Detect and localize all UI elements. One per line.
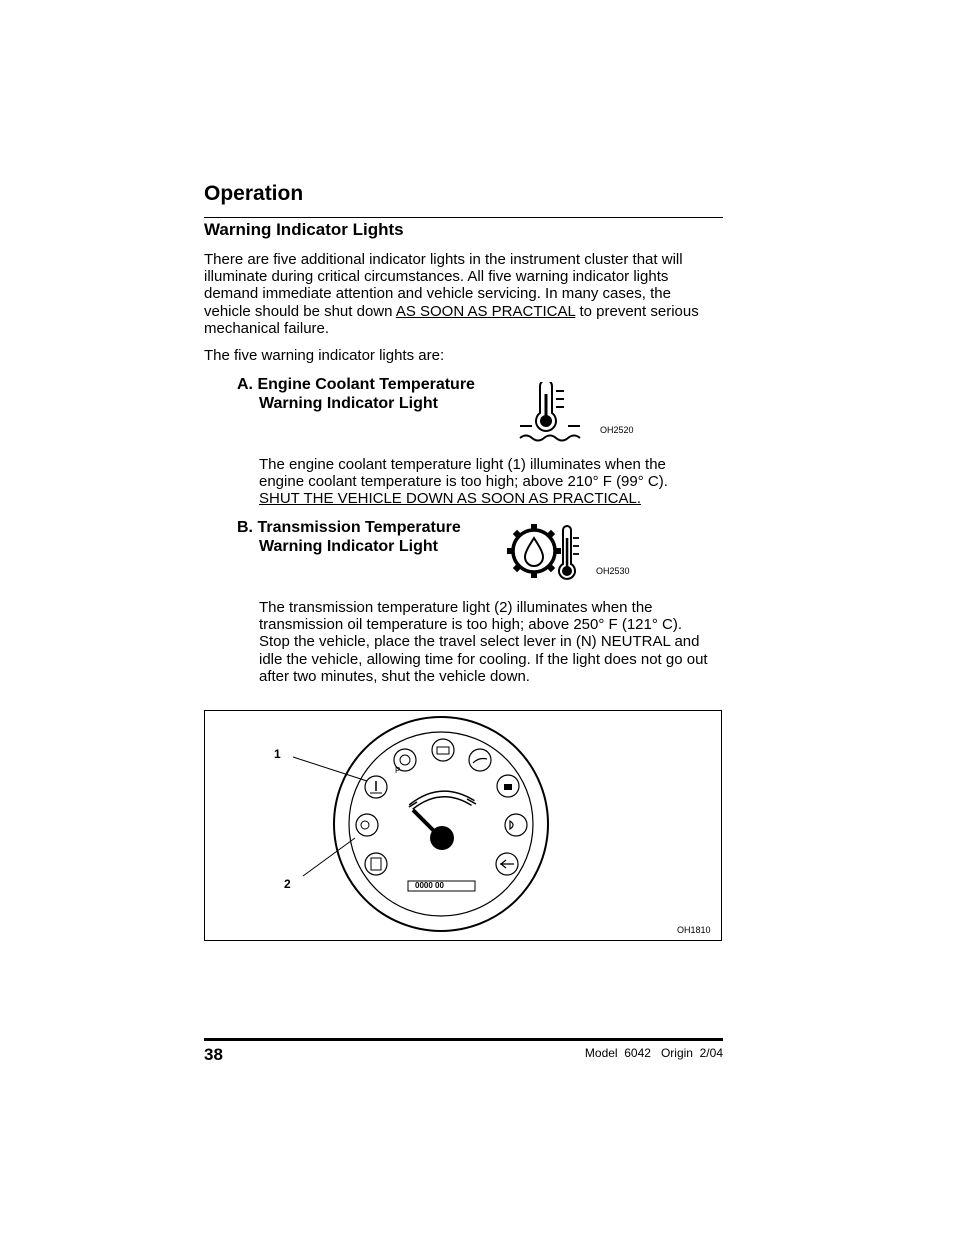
page-number: 38 <box>204 1045 223 1064</box>
page-subtitle: Warning Indicator Lights <box>204 220 404 239</box>
model-info: Model 6042 Origin 2/04 <box>584 1046 723 1060</box>
body-line: The engine coolant temperature light (1) illuminates when the <box>259 456 666 473</box>
item-b-heading-line: B. Transmission Temperature <box>237 519 461 536</box>
item-a-heading <box>237 375 475 413</box>
item-a-heading-line: Warning Indicator Light <box>259 395 438 412</box>
emphasis-text: AS SOON AS PRACTICAL <box>395 302 576 320</box>
figure-code: OH2530 <box>596 566 630 576</box>
instrument-cluster-drawing <box>205 711 720 939</box>
item-a-heading-line: A. Engine Coolant Temperature <box>237 376 475 393</box>
intro-line: illuminate during critical circumstances. All five warning indicator lights <box>204 268 669 286</box>
body-line: Stop the vehicle, place the travel select lever in (N) NEUTRAL and <box>259 633 700 651</box>
intro-text: vehicle should be shut down <box>204 302 396 320</box>
intro-line: mechanical failure. <box>204 319 330 337</box>
callout-2: 2 <box>284 877 291 891</box>
body-line: transmission oil temperature is too high; above 250° F (121° C). <box>259 616 683 634</box>
figure-code: OH1810 <box>677 925 711 935</box>
intro-line: demand immediate attention and vehicle servicing. In many cases, the <box>204 285 671 303</box>
intro-text: to prevent serious <box>575 302 699 320</box>
intro-paragraph <box>204 251 699 337</box>
body-line: The transmission temperature light (2) illuminates when the <box>259 599 653 616</box>
intro-line: There are five additional indicator lights in the instrument cluster that will <box>204 251 683 268</box>
coolant-temperature-icon <box>516 382 584 444</box>
figure-code: OH2520 <box>600 425 634 435</box>
section-title: Operation <box>204 182 304 205</box>
item-b-heading-line: Warning Indicator Light <box>259 538 438 555</box>
body-line-warning: SHUT THE VEHICLE DOWN AS SOON AS PRACTICAL. <box>259 490 642 508</box>
callout-1: 1 <box>274 747 281 761</box>
body-line: idle the vehicle, allowing time for cooling. If the light does not go out <box>259 650 708 668</box>
intro-line <box>204 303 699 320</box>
hour-meter-readout: 0000 00 <box>415 881 444 890</box>
item-a-body <box>259 456 668 508</box>
footer-rule <box>204 1038 723 1041</box>
body-line: engine coolant temperature is too high; above 210° F (99° C). <box>259 473 668 491</box>
item-b-heading <box>237 518 461 556</box>
item-b-body <box>259 599 708 685</box>
header-rule <box>204 217 723 218</box>
body-line: after two minutes, shut the vehicle down. <box>259 667 530 685</box>
parking-brake-letter: P <box>395 766 401 775</box>
transmission-temperature-icon <box>507 524 583 582</box>
list-intro: The five warning indicator lights are: <box>204 347 445 364</box>
